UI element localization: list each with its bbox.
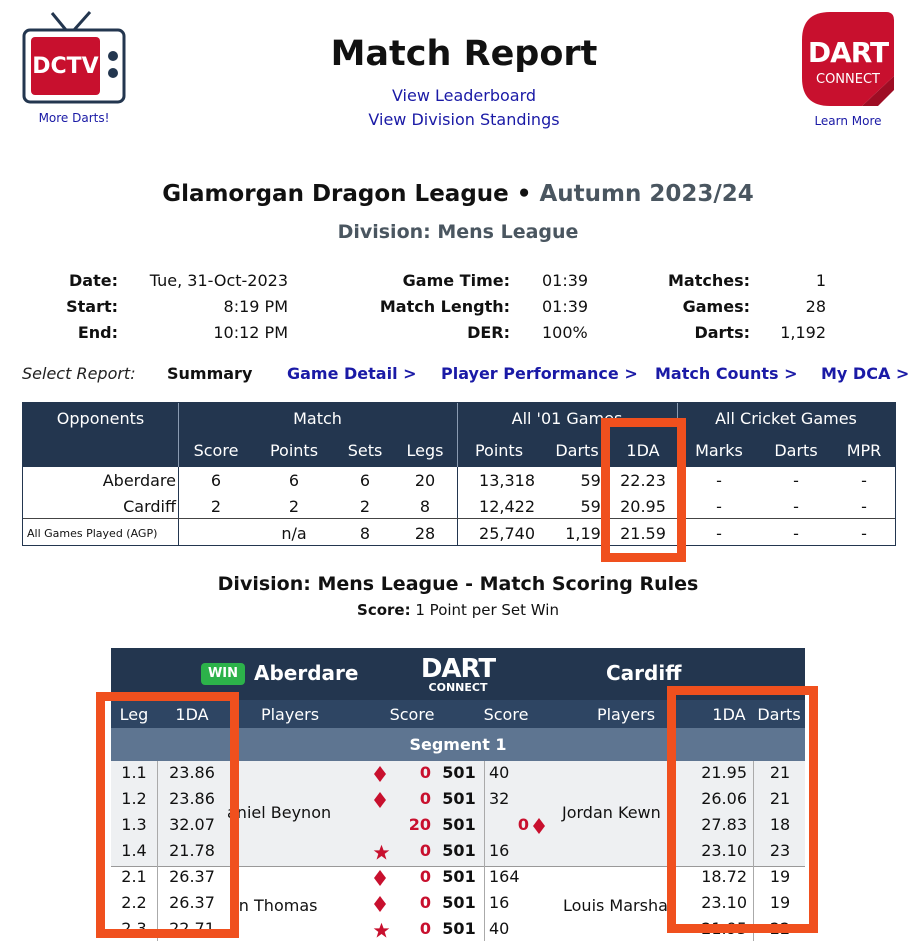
away-1da: 18.72 (701, 867, 747, 886)
home-1da: 32.07 (169, 815, 215, 834)
col-points: Points (269, 441, 319, 460)
view-division-standings-link[interactable]: View Division Standings (368, 110, 560, 129)
win-badge: WIN (201, 663, 245, 685)
home-leg-score: 0 (419, 919, 431, 938)
summary-cell: 2 (210, 497, 222, 516)
col-away-1da: 1DA (712, 705, 746, 724)
col-mpr: MPR (846, 441, 882, 460)
home-leg-start: 501 (442, 867, 476, 886)
col-01-points: Points (474, 441, 524, 460)
summary-cell: - (716, 524, 722, 543)
away-leg-remaining: 40 (489, 919, 510, 938)
darts-label: Darts: (694, 323, 750, 342)
highlight-box (667, 686, 818, 933)
date-value: Tue, 31-Oct-2023 (149, 271, 288, 290)
summary-cell: - (861, 497, 867, 516)
col-leg: Leg (119, 705, 149, 724)
summary-cell: 6 (288, 471, 300, 490)
page-title: Match Report (330, 34, 598, 74)
match-header: Match (293, 409, 342, 428)
view-leaderboard-link[interactable]: View Leaderboard (391, 86, 537, 105)
col-01-darts: Darts (555, 441, 599, 460)
home-1da: 23.86 (169, 789, 215, 808)
leg-number: 2.2 (121, 893, 147, 912)
summary-cell: 1,192 (565, 524, 611, 543)
home-team-name: Aberdare (254, 661, 359, 685)
away-darts: 23 (769, 841, 791, 860)
dartconnect-logo[interactable] (800, 10, 896, 106)
leg-number: 1.3 (121, 815, 147, 834)
end-label: End: (77, 323, 118, 342)
col-sets: Sets (347, 441, 383, 460)
dartconnect-logo-line2: CONNECT (816, 72, 880, 87)
home-1da: 23.86 (169, 763, 215, 782)
home-leg-start: 501 (442, 815, 476, 834)
game-time-value: 01:39 (542, 271, 589, 290)
summary-cell: - (793, 524, 799, 543)
summary-cell: 20.95 (620, 497, 666, 516)
away-leg-remaining: 32 (489, 789, 510, 808)
summary-cell: - (793, 471, 799, 490)
away-team-name: Cardiff (606, 661, 682, 685)
summary-cell: 28 (414, 524, 436, 543)
away-player-name[interactable]: Jordan Kewn (562, 803, 661, 822)
league-season: Autumn 2023/24 (539, 181, 754, 207)
away-1da: 26.06 (701, 789, 747, 808)
away-leg-remaining: 164 (489, 867, 520, 886)
der-label: DER: (467, 323, 510, 342)
away-leg-remaining: 16 (489, 893, 510, 912)
summary-cell: n/a (281, 524, 307, 543)
dctv-logo-text: DCTV (32, 54, 99, 79)
summary-row-name: Cardiff (123, 497, 176, 516)
body-divider (457, 467, 458, 545)
start-value: 8:19 PM (223, 297, 288, 316)
home-leg-score: 0 (419, 841, 431, 860)
away-1da: 23.10 (701, 841, 747, 860)
games-label: Games: (682, 297, 750, 316)
matches-label: Matches: (667, 271, 750, 290)
darts-value: 1,192 (780, 323, 826, 342)
home-leg-start: 501 (442, 789, 476, 808)
away-darts: 19 (769, 867, 791, 886)
summary-cell: 12,422 (479, 497, 535, 516)
grid-line (484, 761, 485, 941)
more-darts-link[interactable]: More Darts! (38, 111, 110, 125)
summary-cell: 6 (210, 471, 222, 490)
home-player-name[interactable]: an Thomas (229, 896, 318, 915)
col-away-players: Players (596, 705, 656, 724)
col-home-score: Score (389, 705, 435, 724)
summary-cell: 593 (580, 497, 611, 516)
dartconnect-center-logo: DART (420, 654, 496, 684)
home-leg-score: 20 (408, 815, 431, 834)
home-1da: 26.37 (169, 867, 215, 886)
away-darts: 18 (769, 815, 791, 834)
dartconnect-center-logo-sub: CONNECT (428, 681, 488, 694)
home-leg-score: 0 (419, 763, 431, 782)
league-title (0, 181, 916, 207)
der-value: 100% (542, 323, 588, 342)
leg-number: 2.3 (121, 919, 147, 938)
col-cricket-darts: Darts (774, 441, 818, 460)
match-length-value: 01:39 (542, 297, 589, 316)
league-name: Glamorgan Dragon League (162, 181, 509, 207)
away-1da: 21.95 (701, 919, 747, 938)
highlight-box (96, 692, 239, 938)
score-rule-label: Score: (357, 601, 411, 619)
home-leg-score: 0 (419, 789, 431, 808)
summary-table (22, 402, 896, 546)
col-score: Score (193, 441, 239, 460)
col-legs: Legs (406, 441, 444, 460)
summary-cell: 22.23 (620, 471, 666, 490)
col-1da: 1DA (626, 441, 660, 460)
away-darts: 22 (769, 919, 791, 938)
diamond-icon (373, 870, 387, 890)
summary-cell: 8 (419, 497, 431, 516)
scoring-rules-score (0, 601, 916, 619)
away-leg-score: 0 (517, 815, 529, 834)
away-player-name[interactable]: Louis Marshal (563, 896, 673, 915)
home-leg-start: 501 (442, 763, 476, 782)
leg-number: 1.1 (121, 763, 147, 782)
diamond-icon (373, 792, 387, 812)
all-01-games-header: All '01 Games (511, 409, 623, 428)
summary-cell: - (861, 524, 867, 543)
report-tab-my-dca[interactable]: My DCA > (821, 364, 910, 383)
away-darts: 21 (769, 789, 791, 808)
away-darts: 21 (769, 763, 791, 782)
learn-more-link[interactable]: Learn More (814, 114, 882, 128)
date-label: Date: (69, 271, 118, 290)
games-value: 28 (805, 297, 826, 316)
leg-number: 1.2 (121, 789, 147, 808)
report-tab-game-detail[interactable]: Game Detail > (287, 364, 417, 383)
home-1da: 21.78 (169, 841, 215, 860)
league-separator: • (516, 181, 532, 207)
leg-number: 1.4 (121, 841, 147, 860)
home-leg-score: 0 (419, 867, 431, 886)
report-tab-summary[interactable]: Summary (167, 364, 253, 383)
star-icon (373, 922, 390, 943)
home-1da: 22.71 (169, 919, 215, 938)
leg-number: 2.1 (121, 867, 147, 886)
body-divider (178, 467, 179, 545)
col-home-1da: 1DA (175, 705, 209, 724)
away-leg-remaining: 40 (489, 763, 510, 782)
summary-row-name: Aberdare (102, 471, 176, 490)
summary-cell: 2 (359, 497, 371, 516)
report-tab-player-performance[interactable]: Player Performance > (441, 364, 638, 383)
col-away-score: Score (483, 705, 529, 724)
diamond-icon (373, 896, 387, 916)
summary-cell: 8 (359, 524, 371, 543)
summary-cell: - (716, 497, 722, 516)
summary-cell: 21.59 (620, 524, 666, 543)
home-player-name[interactable]: aniel Beynon (227, 803, 332, 822)
start-label: Start: (66, 297, 118, 316)
score-rule-value: 1 Point per Set Win (415, 601, 559, 619)
summary-cell: 599 (580, 471, 611, 490)
opponents-header: Opponents (56, 409, 145, 428)
away-1da: 21.95 (701, 763, 747, 782)
col-home-players: Players (260, 705, 320, 724)
away-darts: 19 (769, 893, 791, 912)
diamond-icon (532, 818, 546, 838)
home-leg-start: 501 (442, 841, 476, 860)
scoring-rules-title: Division: Mens League - Match Scoring Rules (217, 573, 699, 595)
game-time-label: Game Time: (402, 271, 510, 290)
summary-cell: 20 (414, 471, 436, 490)
star-icon (373, 844, 390, 865)
summary-cell: 2 (288, 497, 300, 516)
summary-cell: - (716, 471, 722, 490)
summary-cell: - (861, 471, 867, 490)
home-leg-score: 0 (419, 893, 431, 912)
division-title: Division: Mens League (337, 221, 579, 243)
away-1da: 27.83 (701, 815, 747, 834)
end-value: 10:12 PM (213, 323, 288, 342)
diamond-icon (373, 766, 387, 786)
summary-cell: 6 (359, 471, 371, 490)
home-leg-start: 501 (442, 893, 476, 912)
home-1da: 26.37 (169, 893, 215, 912)
agp-row-name: All Games Played (AGP) (27, 527, 158, 540)
away-1da: 23.10 (701, 893, 747, 912)
col-away-darts: Darts (757, 705, 801, 724)
report-tab-match-counts[interactable]: Match Counts > (655, 364, 798, 383)
summary-cell: 13,318 (479, 471, 535, 490)
summary-cell: - (793, 497, 799, 516)
col-marks: Marks (695, 441, 743, 460)
select-report-label: Select Report: (22, 364, 136, 383)
segment-label: Segment 1 (409, 735, 507, 754)
agp-divider (23, 518, 895, 519)
highlight-box (601, 418, 686, 562)
summary-cell: 25,740 (479, 524, 535, 543)
home-leg-start: 501 (442, 919, 476, 938)
all-cricket-games-header: All Cricket Games (715, 409, 857, 428)
match-length-label: Match Length: (379, 297, 510, 316)
dartconnect-logo-line1: DART (807, 36, 889, 69)
away-leg-remaining: 16 (489, 841, 510, 860)
matches-value: 1 (815, 271, 826, 290)
